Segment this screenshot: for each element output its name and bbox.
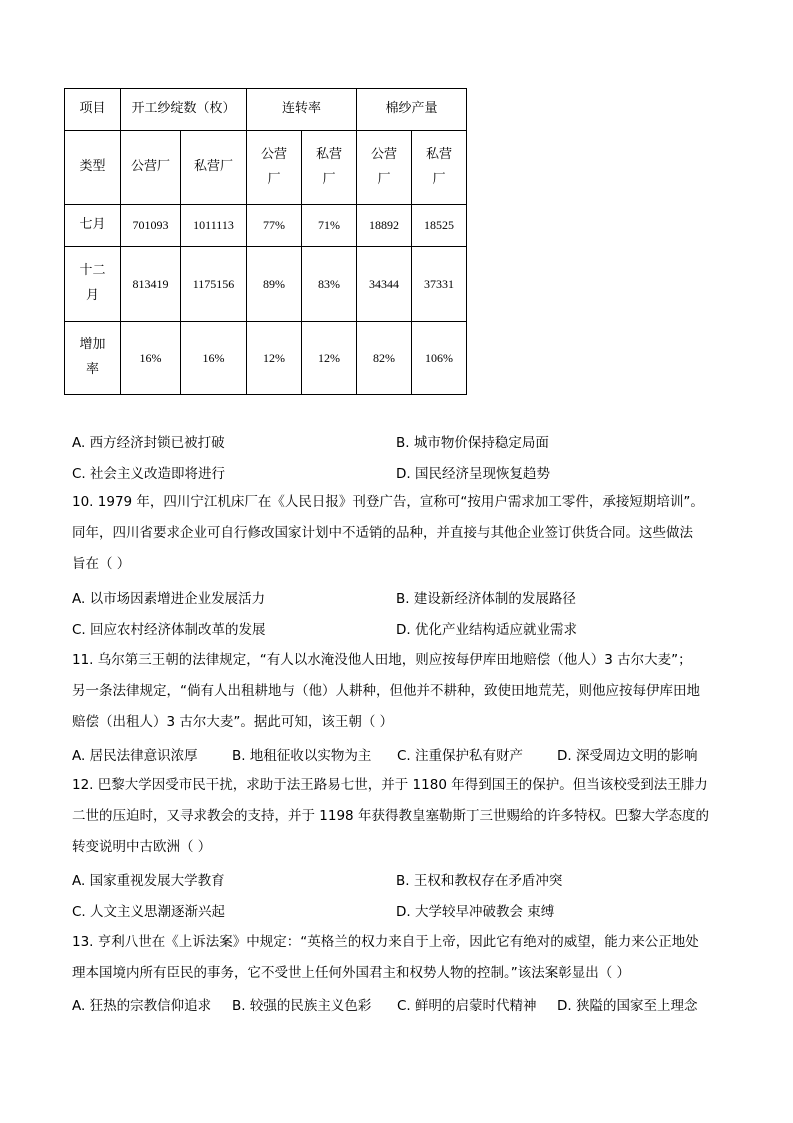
stem-line: 12. 巴黎大学因受市民干扰，求助于法王路易七世，并于 1180 年得到国王的保护。但当该校受到法王腓力 <box>72 777 708 793</box>
table-header-private: 私营厂 <box>181 131 247 205</box>
table-header-item: 项目 <box>65 89 121 131</box>
stem-line: 10. 1979 年，四川宁江机床厂在《人民日报》刊登广告，宣称可“按用户需求加工零件，承接短期培训”。 <box>72 494 704 510</box>
table-header-rate-private <box>302 131 357 205</box>
q12-option-d: D. 大学较早冲破教会 束缚 <box>396 904 555 920</box>
table-cell: 12% <box>247 322 302 395</box>
q10-option-b: B. 建设新经济体制的发展路径 <box>396 591 576 607</box>
row-label <box>65 247 121 322</box>
q13-stem <box>72 927 724 989</box>
stem-line: 转变说明中古欧洲（ ） <box>72 839 212 855</box>
q12-stem <box>72 770 724 863</box>
table-cell: 12% <box>302 322 357 395</box>
table-header-type: 类型 <box>65 131 121 205</box>
stem-line: 二世的压迫时，又寻求教会的支持，并于 1198 年获得教皇塞勒斯丁三世赐给的许多特权。巴黎大学态度的 <box>72 808 709 824</box>
cell-line: 公营 <box>260 146 287 162</box>
table-header-output-private <box>412 131 467 205</box>
table-row <box>65 322 467 395</box>
row-label <box>65 322 121 395</box>
q13-option-d: D. 狭隘的国家至上理念 <box>557 998 698 1014</box>
q13-option-c: C. 鲜明的启蒙时代精神 <box>397 998 537 1014</box>
table-cell: 77% <box>247 205 302 247</box>
q9-option-a: A. 西方经济封锁已被打破 <box>72 435 225 451</box>
q12-option-c: C. 人文主义思潮逐渐兴起 <box>72 904 226 920</box>
cell-line: 十二 <box>79 263 106 279</box>
table-cell: 83% <box>302 247 357 322</box>
q10-option-c: C. 回应农村经济体制改革的发展 <box>72 622 266 638</box>
table-header-rate-public <box>247 131 302 205</box>
cell-line: 厂 <box>322 171 336 187</box>
cell-line: 厂 <box>432 171 446 187</box>
table-header-output: 棉纱产量 <box>357 89 467 131</box>
stem-line: 赔偿（出租人）3 古尔大麦”。据此可知，该王朝（ ） <box>72 714 394 730</box>
q13-option-b: B. 较强的民族主义色彩 <box>232 998 372 1014</box>
q13-option-a: A. 狂热的宗教信仰追求 <box>72 998 212 1014</box>
table-cell: 18525 <box>412 205 467 247</box>
stem-line: 另一条法律规定，“倘有人出租耕地与（他）人耕种，但他并不耕种，致使田地荒芜，则他应按每伊库田地 <box>72 683 700 699</box>
table-cell: 34344 <box>357 247 412 322</box>
table-cell: 16% <box>181 322 247 395</box>
cell-line: 率 <box>85 362 99 377</box>
table-cell: 16% <box>121 322 181 395</box>
cell-line: 私营 <box>425 146 452 162</box>
cell-line: 公营 <box>370 146 397 162</box>
table-header-public: 公营厂 <box>121 131 181 205</box>
cell-line: 月 <box>85 288 99 303</box>
table-cell: 89% <box>247 247 302 322</box>
q10-option-d: D. 优化产业结构适应就业需求 <box>396 622 577 638</box>
q10-option-a: A. 以市场因素增进企业发展活力 <box>72 591 266 607</box>
cell-line: 厂 <box>267 171 281 187</box>
table-header-rate: 连转率 <box>247 89 357 131</box>
q10-stem <box>72 487 724 580</box>
table-cell: 37331 <box>412 247 467 322</box>
q11-option-a: A. 居民法律意识浓厚 <box>72 748 198 764</box>
table-cell: 701093 <box>121 205 181 247</box>
q9-option-b: B. 城市物价保持稳定局面 <box>396 435 549 451</box>
table-cell: 18892 <box>357 205 412 247</box>
cell-line: 增加 <box>79 337 106 353</box>
table-row <box>65 247 467 322</box>
stem-line: 同年，四川省要求企业可自行修改国家计划中不适销的品种，并直接与其他企业签订供货合同。这些做法 <box>72 525 693 541</box>
table-cell: 71% <box>302 205 357 247</box>
cell-line: 私营 <box>315 146 342 162</box>
cell-line: 厂 <box>377 171 391 187</box>
q11-option-b: B. 地租征收以实物为主 <box>232 748 372 764</box>
q12-option-b: B. 王权和教权存在矛盾冲突 <box>396 873 563 889</box>
q9-option-d: D. 国民经济呈现恢复趋势 <box>396 466 550 482</box>
stem-line: 13. 亨利八世在《上诉法案》中规定：“英格兰的权力来自于上帝，因此它有绝对的威望，能力来公正地处 <box>72 934 699 950</box>
q11-stem <box>72 645 724 738</box>
table-cell: 813419 <box>121 247 181 322</box>
q9-option-c: C. 社会主义改造即将进行 <box>72 466 226 482</box>
stem-line: 旨在（ ） <box>72 556 131 572</box>
q11-option-d: D. 深受周边文明的影响 <box>557 748 698 764</box>
table-header-spindles: 开工纱绽数（枚） <box>121 89 247 131</box>
stem-line: 理本国境内所有臣民的事务，它不受世上任何外国君主和权势人物的控制。”该法案彰显出（ ） <box>72 965 631 981</box>
table-row <box>65 205 467 247</box>
table-header-output-public <box>357 131 412 205</box>
row-label: 七月 <box>65 205 121 247</box>
table-cell: 82% <box>357 322 412 395</box>
table-cell: 1011113 <box>181 205 247 247</box>
table-cell: 1175156 <box>181 247 247 322</box>
cotton-spinning-table <box>64 88 467 395</box>
q12-option-a: A. 国家重视发展大学教育 <box>72 873 225 889</box>
stem-line: 11. 乌尔第三王朝的法律规定，“有人以水淹没他人田地，则应按每伊库田地赔偿（他人）3 古尔大麦”； <box>72 652 692 668</box>
table-cell: 106% <box>412 322 467 395</box>
q11-option-c: C. 注重保护私有财产 <box>397 748 524 764</box>
